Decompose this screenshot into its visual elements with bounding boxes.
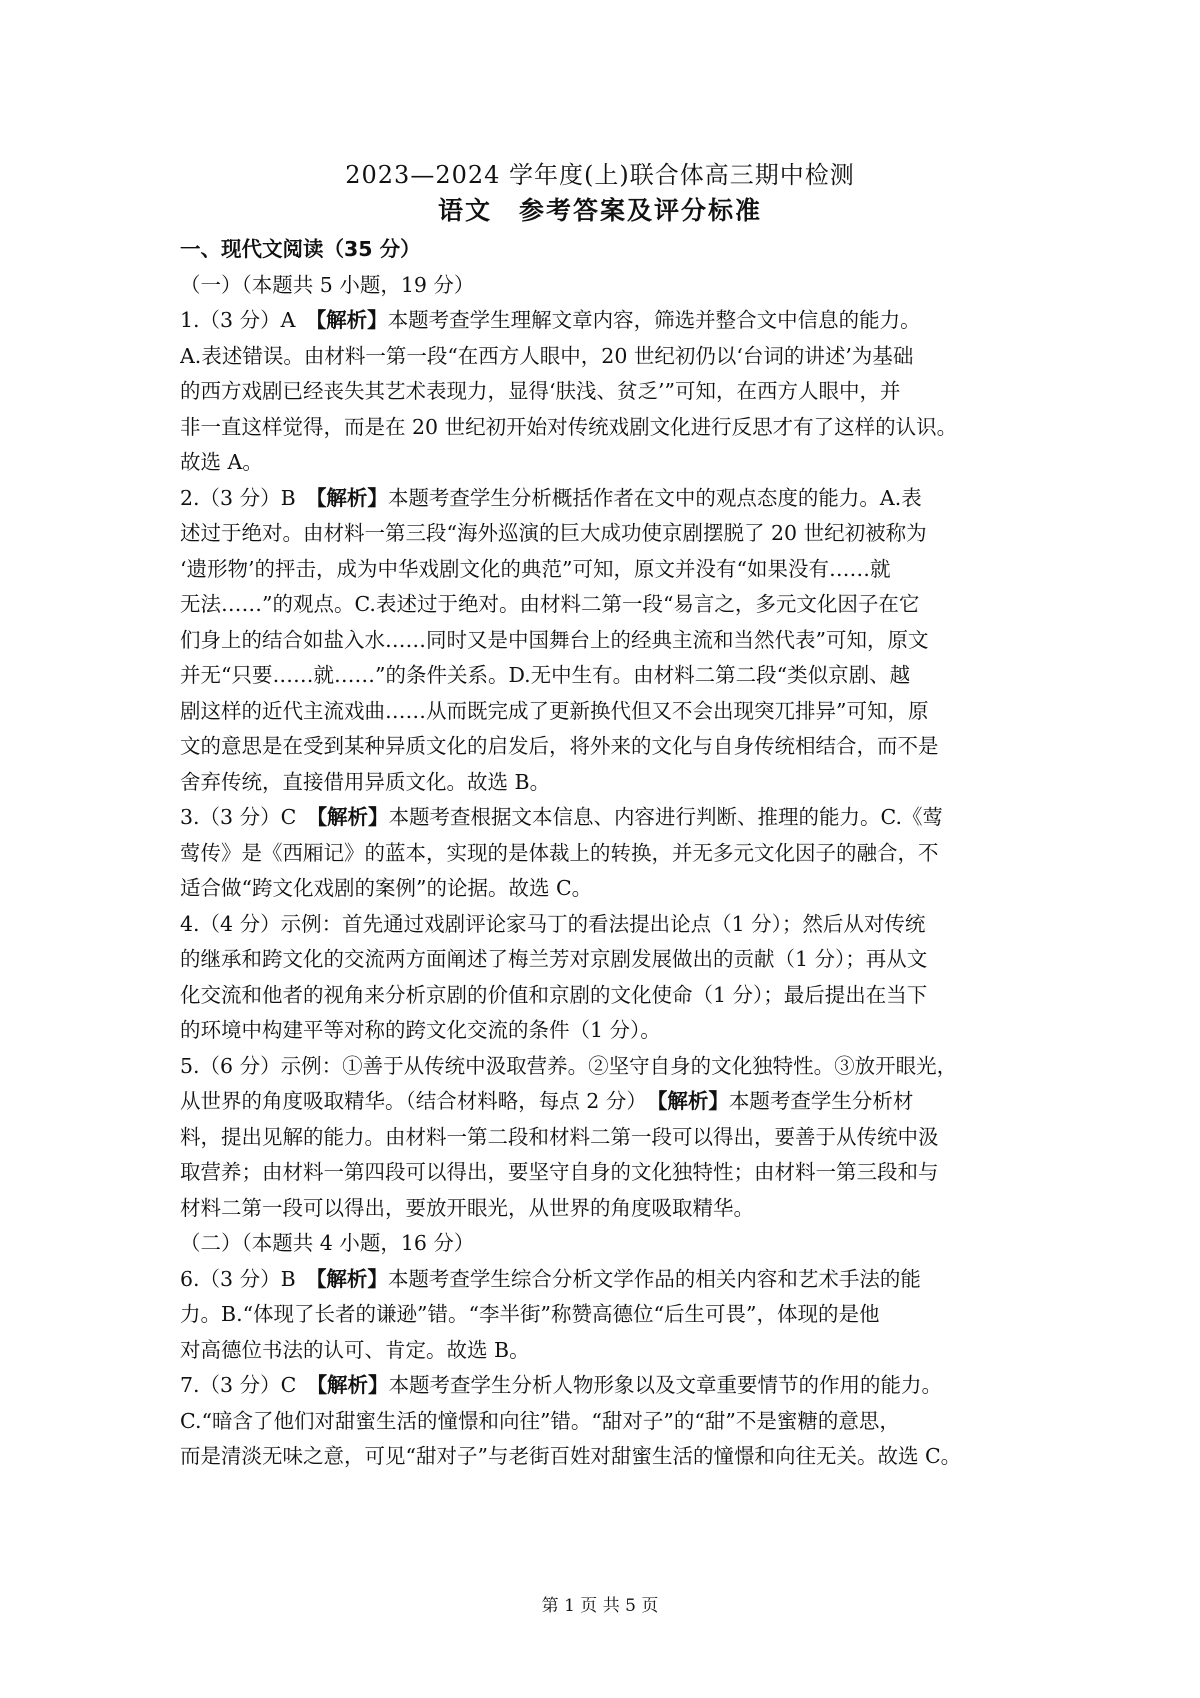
text-line: 对高德位书法的认可、肯定。故选 B。 [180,1337,530,1362]
text-line: 5.（6 分）示例：①善于从传统中汲取营养。②坚守自身的文化独特性。③放开眼光， [180,1053,958,1078]
text-line: 3.（3 分）C 【解析】本题考查根据文本信息、内容进行判断、推理的能力。C.《莺 [180,805,944,829]
analysis-marker: 【解析】 [316,485,388,510]
document-title: 2023—2024 学年度(上)联合体高三期中检测 [345,161,855,189]
text-line: 取营养；由材料一第四段可以得出，要坚守自身的文化独特性；由材料一第三段和与 [180,1160,939,1184]
text-line: 1.（3 分）A 【解析】本题考查学生理解文章内容，筛选并整合文中信息的能力。 [180,308,921,332]
text-line: 2.（3 分）B 【解析】本题考查学生分析概括作者在文中的观点态度的能力。A.表 [180,485,922,510]
text-line: 力。B.“体现了长者的谦逊”错。“李半街”称赞高德位“后生可畏”，体现的是他 [180,1302,880,1326]
answer-content [180,232,1025,1475]
text-line: 材料二第一段可以得出，要放开眼光，从世界的角度吸取精华。 [180,1195,754,1220]
text-line: 舍弃传统，直接借用异质文化。故选 B。 [180,769,551,794]
text-line: A.表述错误。由材料一第一段“在西方人眼中，20 世纪初仍以‘台词的讲述’为基础 [180,343,914,368]
text-line: 故选 A。 [180,450,263,474]
document-subtitle: 语文 参考答案及评分标准 [437,196,762,225]
text-line: 而是清淡无味之意，可见“甜对子”与老街百姓对甜蜜生活的憧憬和向往无关。故选 C。 [180,1444,962,1468]
text-line: 文的意思是在受到某种异质文化的启发后，将外来的文化与自身传统相结合，而不是 [180,734,939,758]
section-heading: 一、现代文阅读（35 分） [180,237,421,261]
text-line: ‘遗形物’的抨击，成为中华戏剧文化的典范”可知，原文并没有“如果没有……就 [180,556,891,581]
page-footer: 第 1 页 共 5 页 [541,1596,659,1616]
analysis-marker: 【解析】 [316,1373,389,1397]
text-line: 的环境中构建平等对称的跨文化交流的条件（1 分）。 [180,1018,661,1042]
text-line: 的继承和跨文化的交流两方面阐述了梅兰芳对京剧发展做出的贡献（1 分）；再从文 [180,947,928,971]
text-line: 4.（4 分）示例：首先通过戏剧评论家马丁的看法提出论点（1 分）；然后从对传统 [180,911,926,936]
text-line: 莺传》是《西厢记》的蓝本，实现的是体裁上的转换，并无多元文化因子的融合，不 [180,840,939,865]
text-line: 7.（3 分）C 【解析】本题考查学生分析人物形象以及文章重要情节的作用的能力。 [180,1373,943,1397]
analysis-marker: 【解析】 [316,1266,388,1291]
text-line: 并无“只要……就……”的条件关系。D.无中生有。由材料二第二段“类似京剧、越 [180,663,911,687]
text-line: 剧这样的近代主流戏曲……从而既完成了更新换代但又不会出现突兀排异”可知，原 [180,698,929,723]
text-line: 的西方戏剧已经丧失其艺术表现力，显得‘肤浅、贫乏’”可知，在西方人眼中，并 [180,379,901,403]
text-line: 从世界的角度吸取精华。（结合材料略，每点 2 分） 【解析】本题考查学生分析材 [180,1089,914,1113]
text-line: 非一直这样觉得，而是在 20 世纪初开始对传统戏剧文化进行反思才有了这样的认识。 [180,414,958,439]
text-line: 料，提出见解的能力。由材料一第二段和材料二第一段可以得出，要善于从传统中汲 [180,1124,939,1149]
subsection-heading: （一）（本题共 5 小题，19 分） [180,272,475,297]
text-line: 述过于绝对。由材料一第三段“海外巡演的巨大成功使京剧摆脱了 20 世纪初被称为 [180,521,927,545]
analysis-marker: 【解析】 [315,308,388,332]
text-line: C.“暗含了他们对甜蜜生活的憧憬和向往”错。“甜对子”的“甜”不是蜜糖的意思， [180,1408,900,1433]
analysis-marker: 【解析】 [657,1089,729,1113]
text-line: 化交流和他者的视角来分析京剧的价值和京剧的文化使命（1 分）；最后提出在当下 [180,982,928,1007]
text-line: 6.（3 分）B 【解析】本题考查学生综合分析文学作品的相关内容和艺术手法的能 [180,1266,921,1291]
text-line: 适合做“跨文化戏剧的案例”的论据。故选 C。 [180,876,593,900]
text-line: 无法……”的观点。C.表述过于绝对。由材料二第一段“易言之，多元文化因子在它 [180,592,920,616]
subsection-heading: （二）（本题共 4 小题，16 分） [180,1231,475,1255]
analysis-marker: 【解析】 [316,805,389,829]
text-line: 们身上的结合如盐入水……同时又是中国舞台上的经典主流和当然代表”可知，原文 [180,627,929,652]
